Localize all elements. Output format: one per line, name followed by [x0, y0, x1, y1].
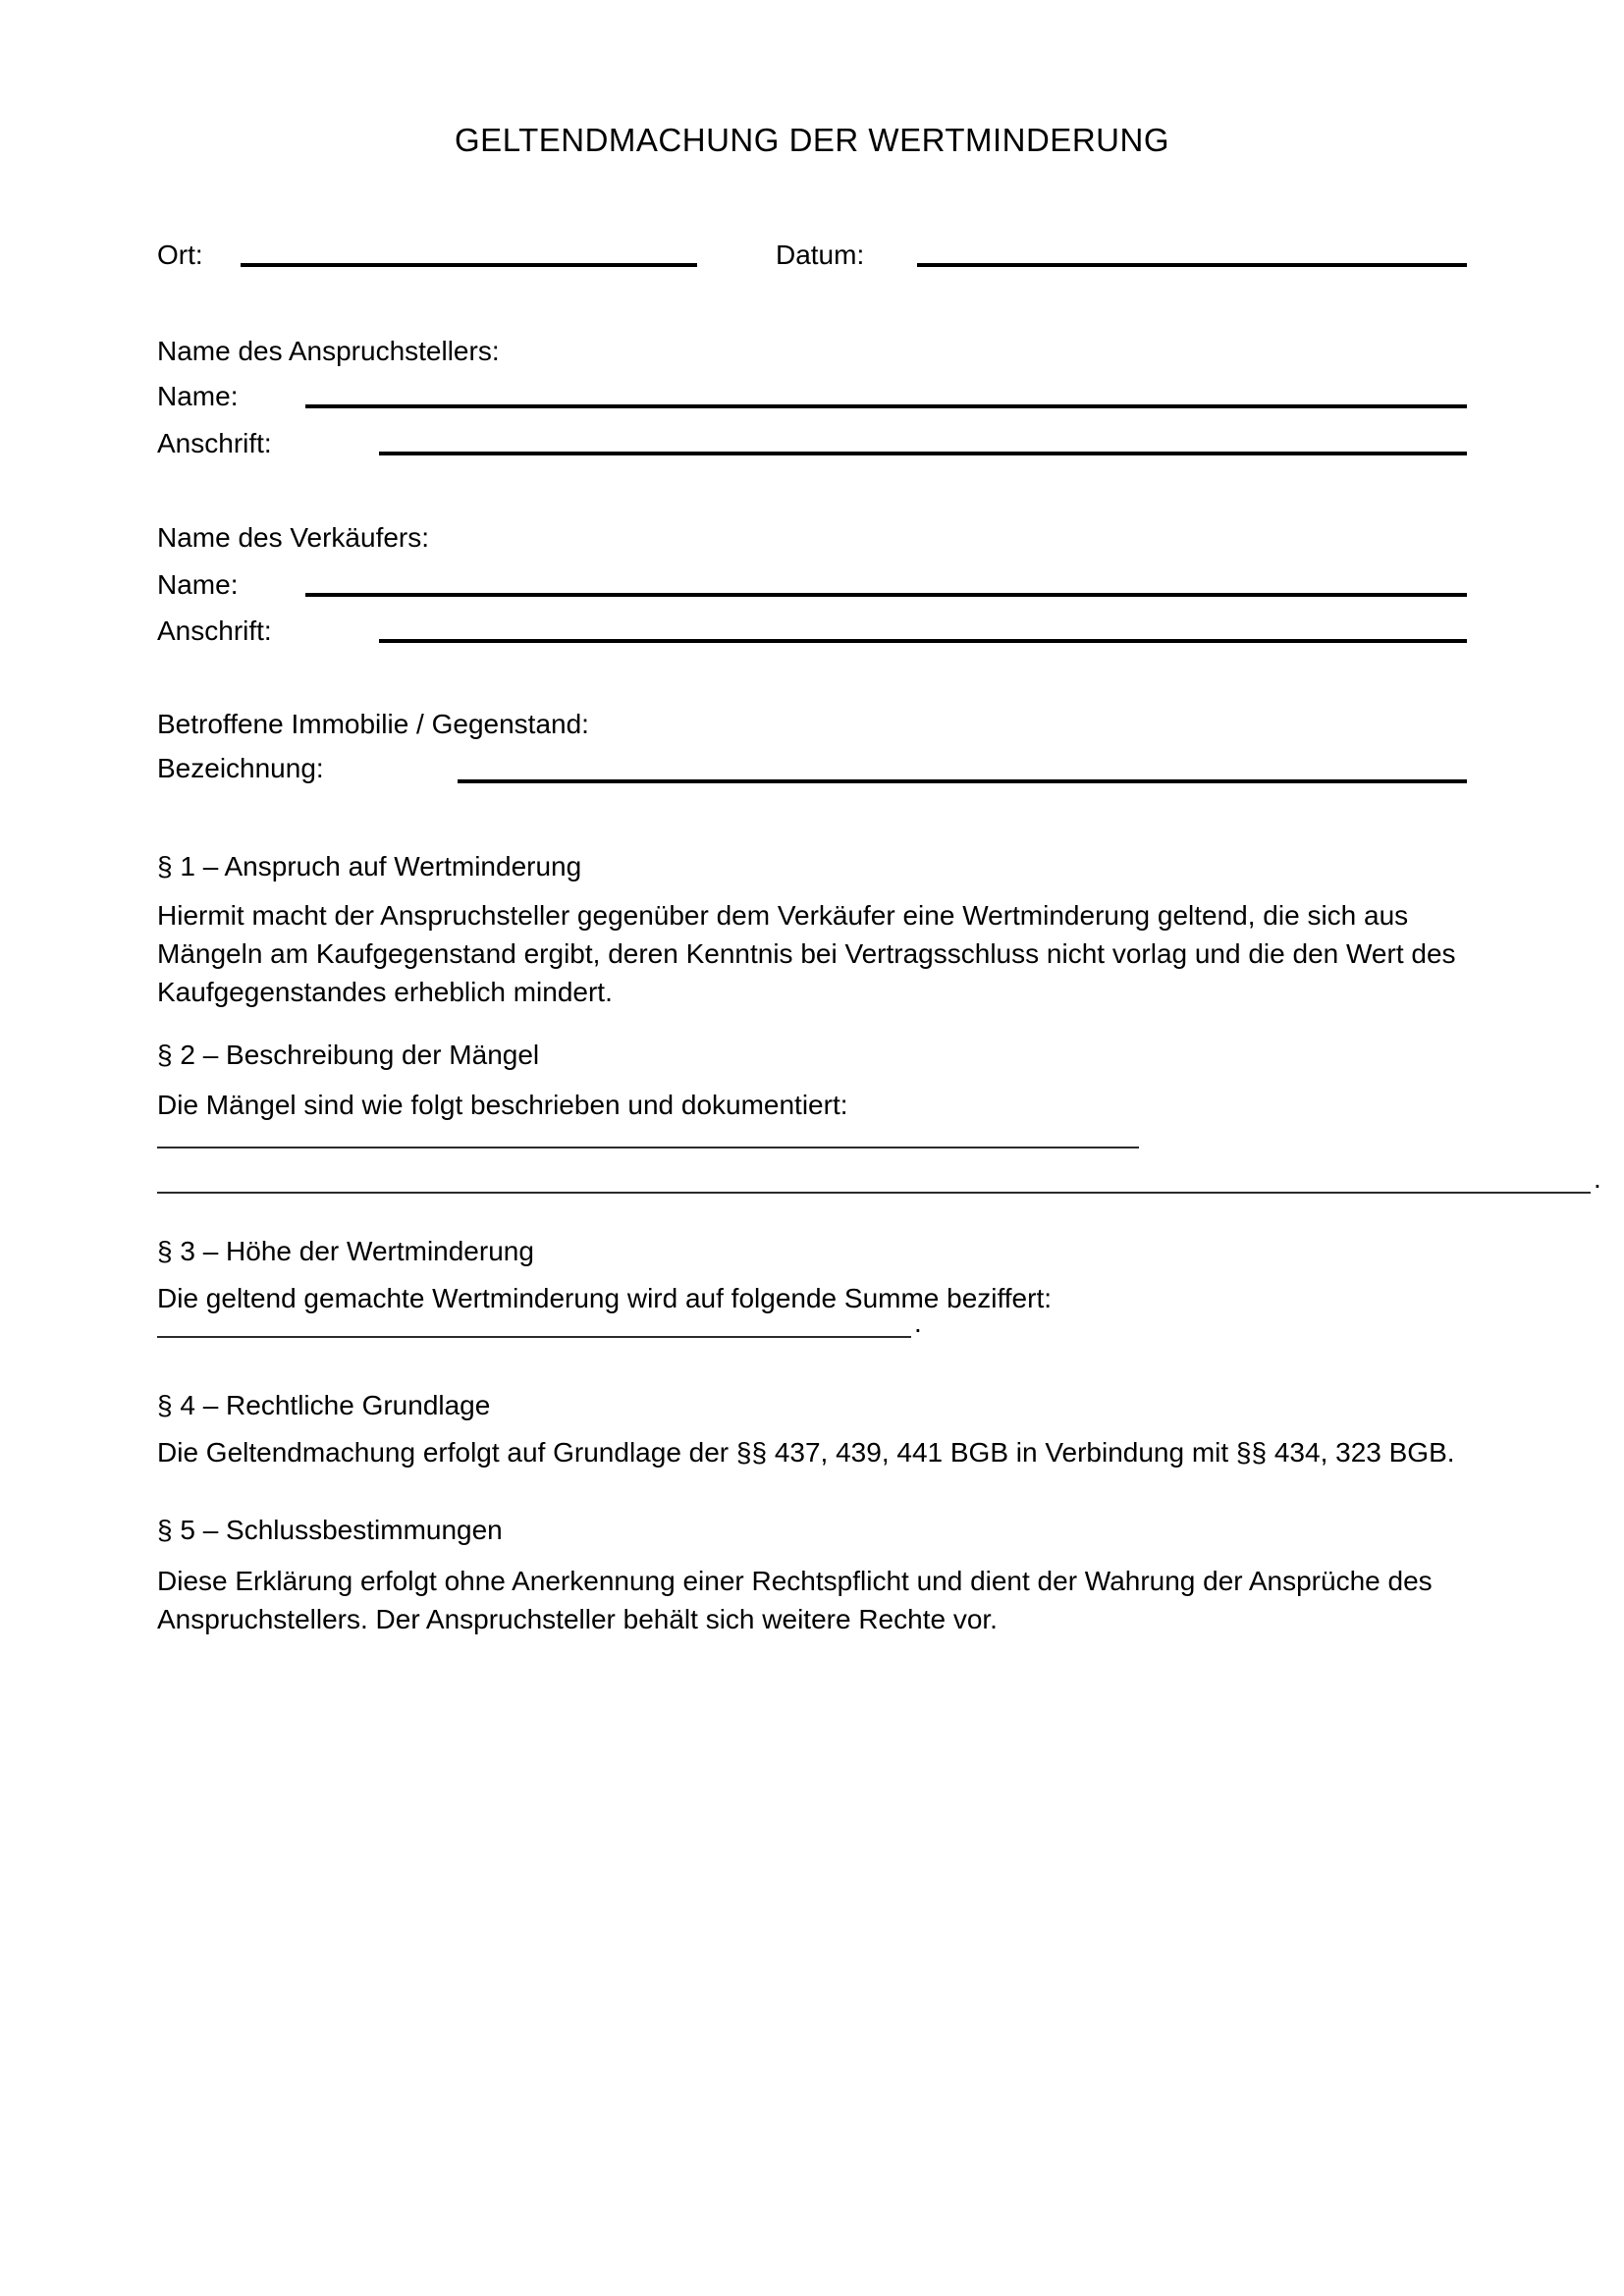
- seller-heading: Name des Verkäufers:: [157, 522, 430, 553]
- section-5-body: Diese Erklärung erfolgt ohne Anerkennung einer Rechtspflicht und dient der Wahrung der Ansprüche des Anspruchstellers. Der Anspruchsteller behält sich weitere Rechte vor.: [157, 1566, 1433, 1634]
- seller-address-label: Anschrift:: [157, 615, 272, 646]
- amount-write-line[interactable]: [157, 1317, 911, 1338]
- section-1: [157, 850, 1467, 1011]
- seller-address-fill-line[interactable]: [379, 614, 1467, 643]
- designation-label: Bezeichnung:: [157, 753, 324, 783]
- date-label: Datum:: [775, 240, 865, 270]
- place-fill-line[interactable]: [241, 239, 697, 267]
- section-5-heading: § 5 – Schlussbestimmungen: [157, 1515, 503, 1545]
- claimant-address-row: [157, 427, 1467, 460]
- subject-heading: Betroffene Immobilie / Gegenstand:: [157, 709, 589, 739]
- section-1-body: Hiermit macht der Anspruchsteller gegenüber dem Verkäufer eine Wertminderung geltend, die sich aus Mängeln am Kaufgegenstand ergibt, deren Kenntnis bei Vertragsschluss nicht vorlag und die den Wert des Kaufgegenstandes erheblich mindert.: [157, 900, 1456, 1007]
- date-fill-line[interactable]: [917, 239, 1467, 267]
- section-2-heading: § 2 – Beschreibung der Mängel: [157, 1040, 540, 1070]
- subject-block: [157, 708, 1467, 785]
- place-date-row: [157, 239, 1467, 272]
- place-label: Ort:: [157, 240, 203, 270]
- claimant-address-label: Anschrift:: [157, 428, 272, 458]
- claimant-block: [157, 335, 1467, 460]
- section-4: [157, 1389, 1467, 1471]
- seller-address-row: [157, 614, 1467, 648]
- section-2: [157, 1039, 1601, 1194]
- section-5: [157, 1514, 1467, 1638]
- section-1-heading: § 1 – Anspruch auf Wertminderung: [157, 851, 582, 881]
- section-4-body: Die Geltendmachung erfolgt auf Grundlage der §§ 437, 439, 441 BGB in Verbindung mit §§ 434, 323 BGB.: [157, 1437, 1455, 1468]
- designation-row: [157, 752, 1467, 785]
- amount-write-row: [157, 1308, 1467, 1338]
- claimant-name-label: Name:: [157, 381, 239, 411]
- defects-write-row-1: [157, 1124, 1467, 1148]
- designation-fill-line[interactable]: [458, 752, 1467, 783]
- section-3-body: Die geltend gemachte Wertminderung wird auf folgende Summe beziffert:: [157, 1283, 1053, 1313]
- defects-write-line-2[interactable]: [157, 1169, 1591, 1194]
- claimant-name-row: [157, 380, 1467, 413]
- document-title: GELTENDMACHUNG DER WERTMINDERUNG: [455, 122, 1169, 158]
- defects-write-row-2: [157, 1163, 1601, 1194]
- section-3: [157, 1235, 1467, 1338]
- amount-line-terminator: .: [914, 1308, 922, 1338]
- section-4-heading: § 4 – Rechtliche Grundlage: [157, 1390, 491, 1420]
- defects-write-line-1[interactable]: [157, 1124, 1139, 1148]
- seller-name-fill-line[interactable]: [305, 568, 1467, 597]
- section-3-heading: § 3 – Höhe der Wertminderung: [157, 1236, 534, 1266]
- seller-name-row: [157, 568, 1467, 602]
- claimant-heading: Name des Anspruchstellers:: [157, 336, 500, 366]
- seller-name-label: Name:: [157, 569, 239, 600]
- section-2-body: Die Mängel sind wie folgt beschrieben und dokumentiert:: [157, 1090, 848, 1120]
- claimant-name-fill-line[interactable]: [305, 380, 1467, 408]
- seller-block: [157, 521, 1467, 648]
- defects-line-terminator: .: [1594, 1163, 1601, 1194]
- claimant-address-fill-line[interactable]: [379, 427, 1467, 455]
